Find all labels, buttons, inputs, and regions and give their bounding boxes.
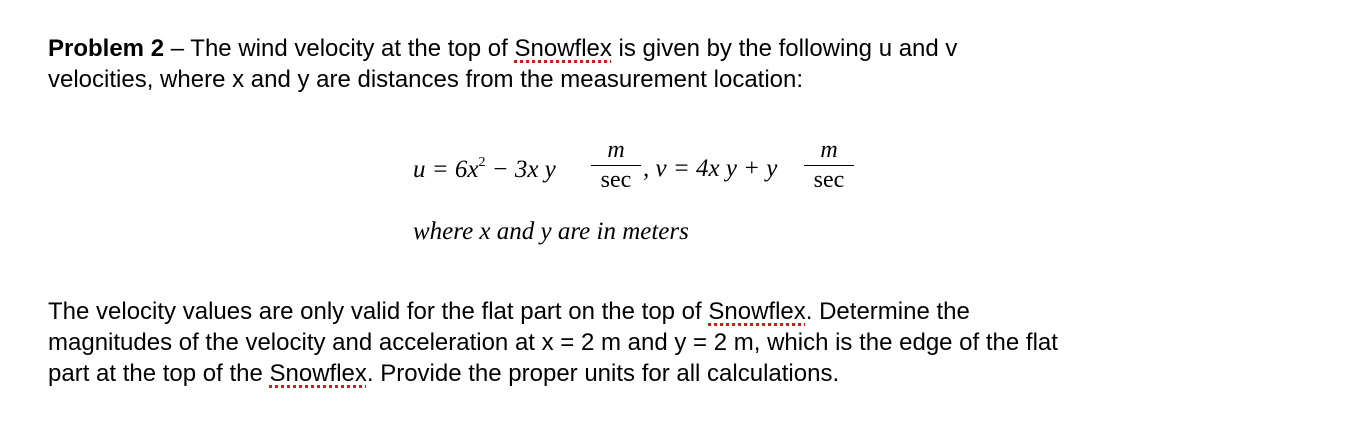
task-line1-end: . Determine the (805, 298, 970, 325)
task-line3-end: . Provide the proper units for all calculations. (366, 360, 840, 387)
task-line2-text: magnitudes of the velocity and acceleration at x = 2 m and y = 2 m, which is the edge of the flat (48, 329, 1058, 356)
problem-task (48, 296, 1058, 389)
spellcheck-word-snowflex: Snowflex (708, 298, 806, 325)
intro-line1-text: – The wind velocity at the top of (164, 35, 515, 62)
intro-line1-end: is given by the following u and v (611, 35, 958, 62)
spellcheck-word-snowflex: Snowflex (514, 35, 612, 62)
task-line3-text: part at the top of the (48, 360, 270, 387)
spellcheck-word-snowflex: Snowflex (269, 360, 367, 387)
problem-intro (48, 33, 957, 95)
u-expression: u = 6x (413, 156, 479, 183)
u-units-denominator: sec (600, 167, 632, 193)
v-expression: , v = 4x y + y (643, 155, 778, 182)
intro-line2-text: velocities, where x and y are distances from the measurement location: (48, 66, 804, 93)
u-units-numerator: m (607, 137, 625, 163)
v-units-fraction (804, 137, 854, 192)
u-exponent: 2 (478, 155, 486, 170)
u-equation (413, 155, 556, 184)
task-line1-text: The velocity values are only valid for the flat part on the top of (48, 298, 709, 325)
v-units-numerator: m (820, 137, 838, 163)
v-units-denominator: sec (813, 167, 845, 193)
u-expression-rest: − 3x y (485, 156, 556, 183)
fraction-bar (591, 165, 641, 166)
u-units-fraction (591, 137, 641, 192)
problem-label: Problem 2 (48, 35, 165, 62)
fraction-bar (804, 165, 854, 166)
units-note: where x and y are in meters (413, 218, 689, 245)
v-equation (643, 155, 777, 183)
